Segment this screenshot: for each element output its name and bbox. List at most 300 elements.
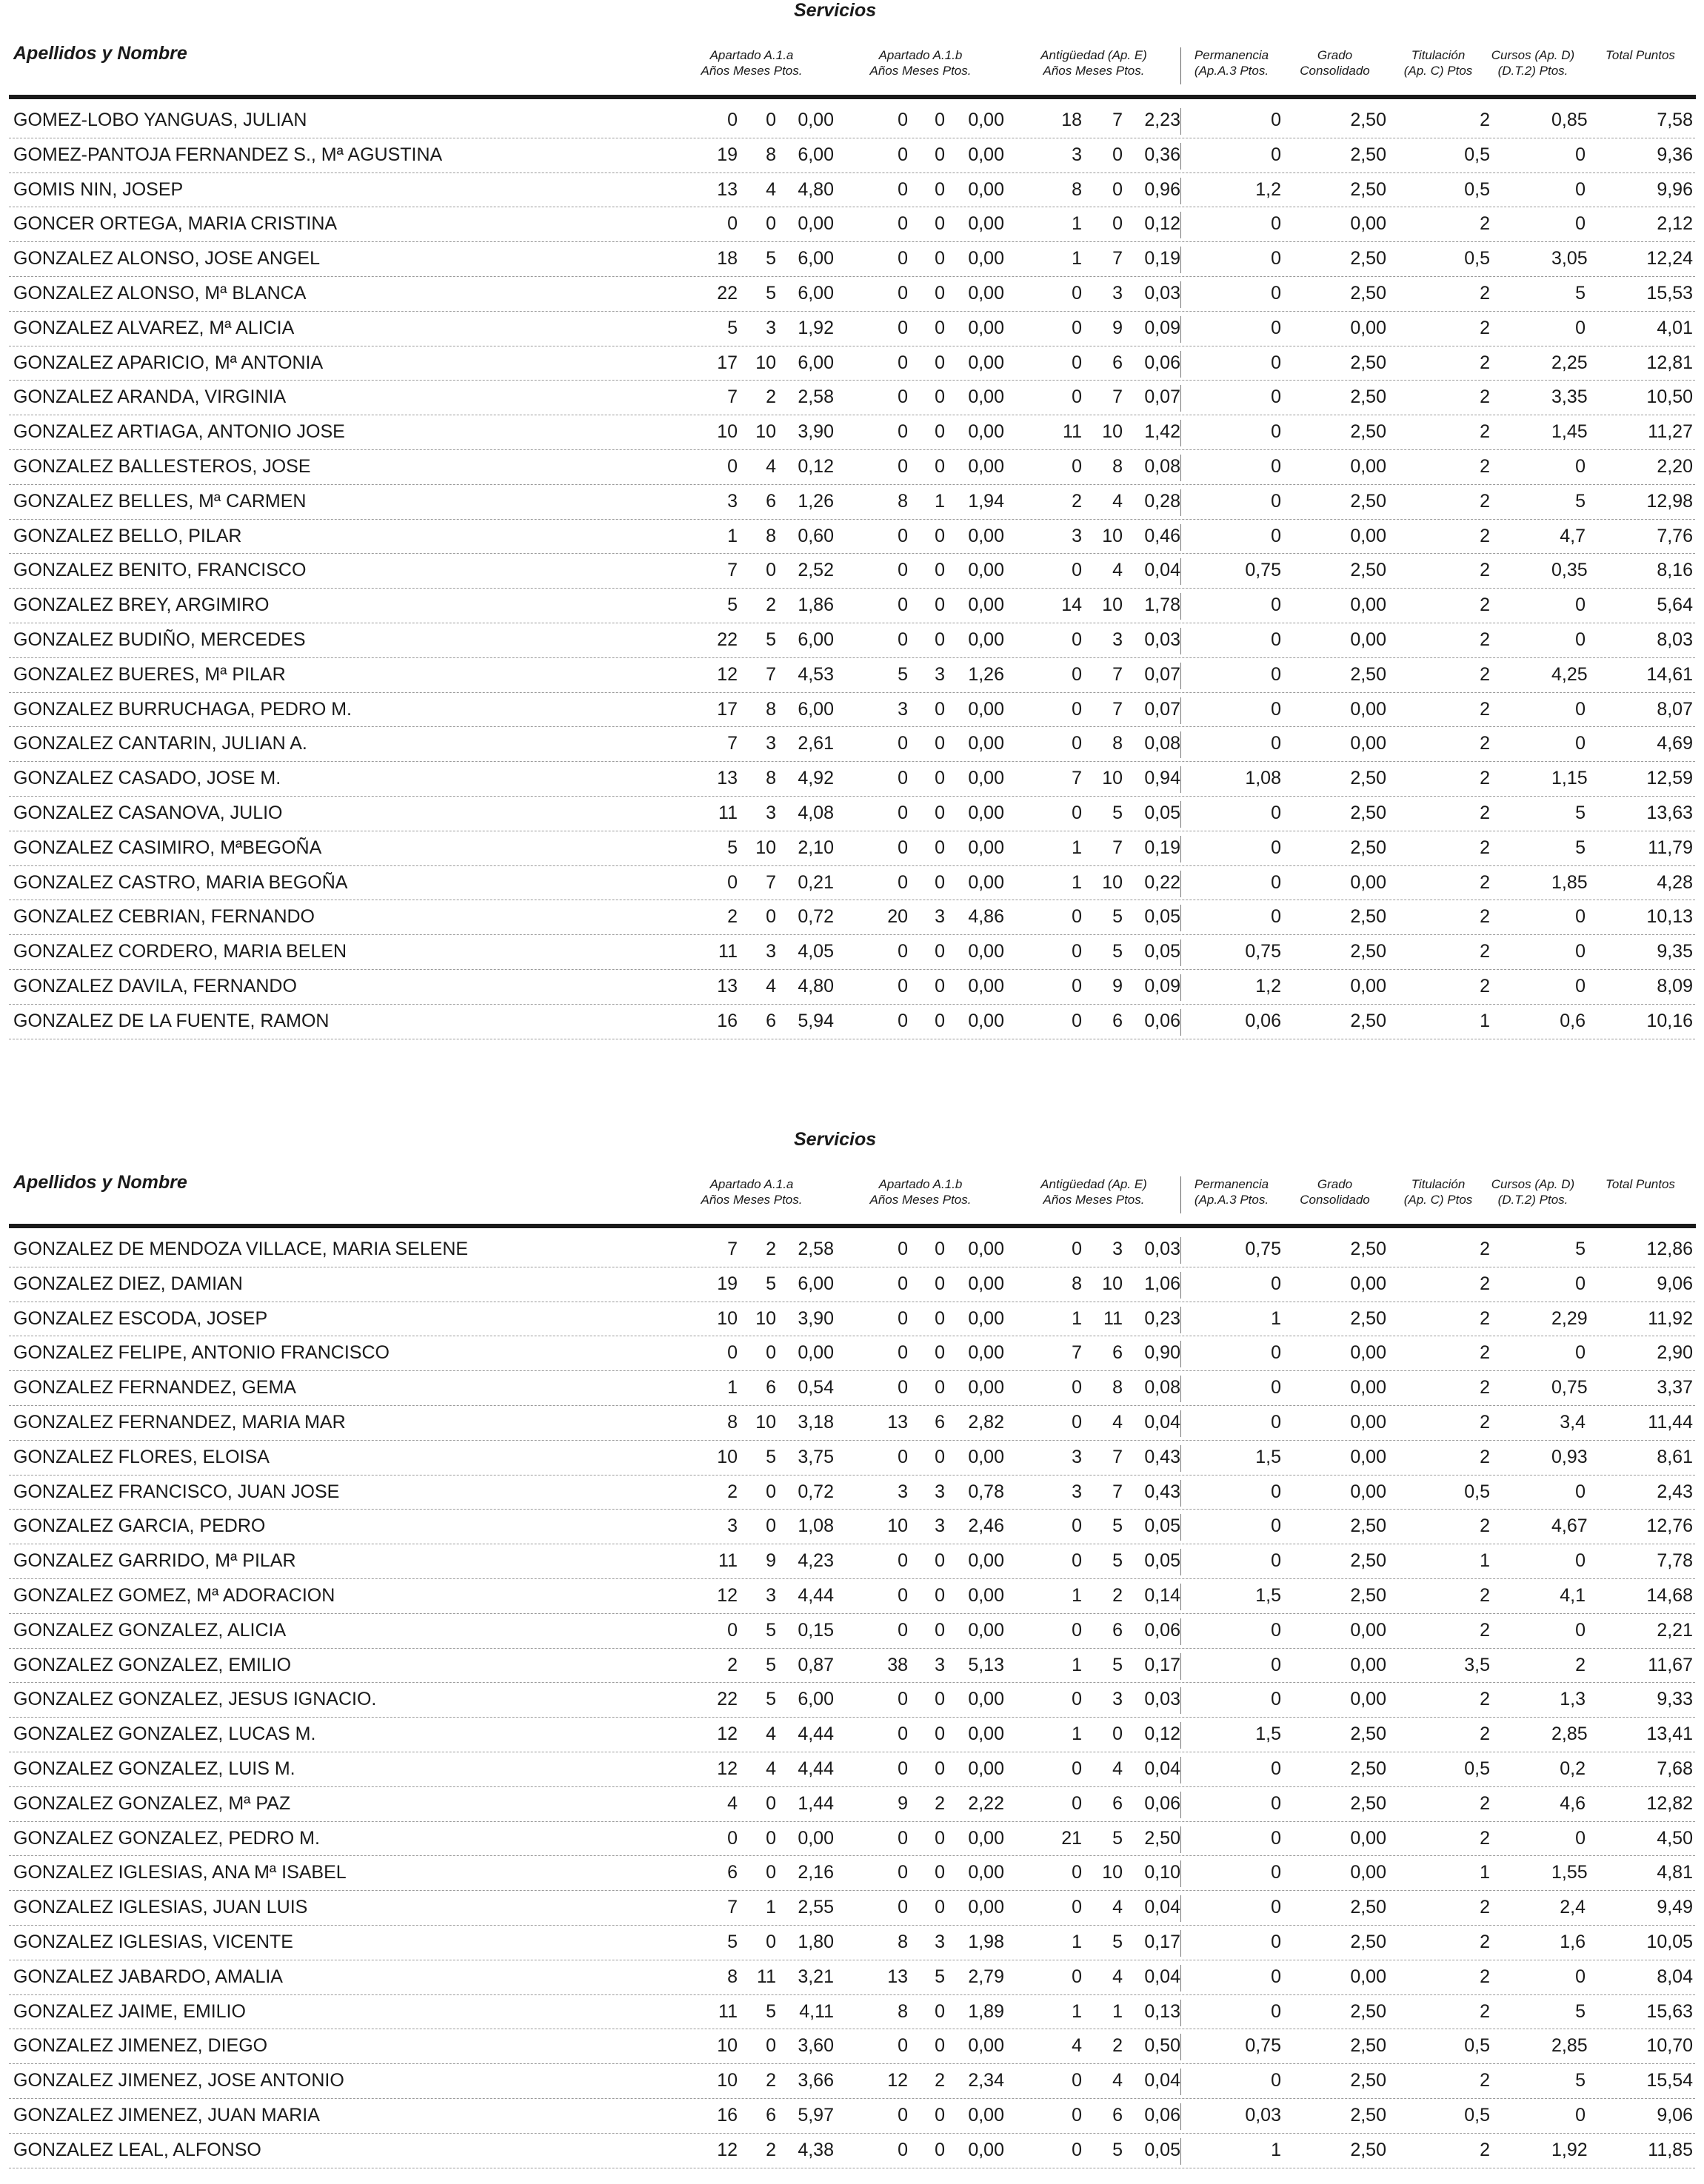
name-cell: GONZALEZ CORDERO, MARIA BELEN [13, 941, 347, 962]
name-cell: GONZALEZ ARTIAGA, ANTONIO JOSE [13, 421, 345, 443]
antiguedad-points-cell: 0,50 [1144, 2035, 1180, 2057]
a1b-months-cell: 0 [935, 1897, 945, 1918]
a1a-months-cell: 2 [766, 594, 776, 616]
a1a-months-cell: 3 [766, 1584, 776, 1606]
total-cell: 10,13 [1646, 906, 1693, 928]
titulacion-cell: 0,5 [1464, 248, 1490, 269]
column-divider [1180, 2034, 1181, 2060]
a1b-points-cell: 1,98 [968, 1931, 1004, 1952]
column-divider [1180, 1480, 1181, 1507]
a1a-months-cell: 2 [766, 1239, 776, 1259]
a1b-points-cell: 0,00 [968, 1584, 1004, 1606]
a1b-months-cell: 0 [935, 629, 945, 650]
cursos-cell: 0 [1575, 455, 1586, 477]
a1b-months-cell: 2 [935, 2070, 945, 2091]
permanencia-cell: 0 [1271, 1792, 1281, 1814]
a1b-points-cell: 0,00 [968, 1307, 1004, 1329]
a1b-years-cell: 0 [898, 733, 908, 754]
column-divider [1180, 1722, 1181, 1749]
grado-cell: 0,00 [1350, 871, 1386, 893]
total-cell: 7,76 [1657, 525, 1693, 546]
antiguedad-points-cell: 0,13 [1144, 2000, 1180, 2022]
a1a-years-cell: 0 [727, 1342, 738, 1364]
a1b-months-cell: 0 [935, 110, 945, 130]
table-row [0, 970, 1704, 1005]
table-row [0, 173, 1704, 208]
antiguedad-points-cell: 0,06 [1144, 1792, 1180, 1814]
cursos-cell: 4,25 [1551, 663, 1588, 685]
a1a-years-cell: 5 [727, 837, 738, 858]
permanencia-cell: 0 [1271, 490, 1281, 512]
column-divider [1180, 558, 1181, 585]
antiguedad-months-cell: 9 [1112, 975, 1123, 996]
a1b-months-cell: 0 [935, 352, 945, 373]
column-divider [1180, 628, 1181, 654]
antiguedad-months-cell: 7 [1112, 248, 1123, 269]
name-cell: GONZALEZ BURRUCHAGA, PEDRO M. [13, 698, 352, 720]
table-row [0, 693, 1704, 728]
antiguedad-years-cell: 1 [1072, 1307, 1082, 1329]
total-cell: 10,05 [1646, 1931, 1693, 1952]
a1b-points-cell: 2,34 [968, 2070, 1004, 2091]
grado-cell: 2,50 [1350, 1010, 1386, 1031]
a1a-months-cell: 2 [766, 2070, 776, 2091]
antiguedad-months-cell: 8 [1112, 1377, 1123, 1399]
a1a-points-cell: 4,80 [798, 975, 834, 996]
antiguedad-years-cell: 1 [1072, 1584, 1082, 1606]
a1b-points-cell: 2,22 [968, 1792, 1004, 1814]
column-divider [1180, 1341, 1181, 1367]
a1b-months-cell: 3 [935, 1931, 945, 1952]
header-total: Total Puntos [1606, 48, 1675, 62]
total-cell: 4,69 [1657, 733, 1693, 754]
a1b-points-cell: 0,00 [968, 110, 1004, 130]
a1a-points-cell: 0,72 [798, 1481, 834, 1502]
a1b-points-cell: 4,86 [968, 906, 1004, 928]
antiguedad-years-cell: 3 [1072, 144, 1082, 165]
a1a-months-cell: 1 [766, 1897, 776, 1918]
a1a-years-cell: 0 [727, 1619, 738, 1641]
a1a-months-cell: 0 [766, 906, 776, 928]
permanencia-cell: 0 [1271, 213, 1281, 235]
antiguedad-points-cell: 0,04 [1144, 1897, 1180, 1918]
table-row [0, 381, 1704, 415]
total-cell: 10,70 [1646, 2035, 1693, 2057]
a1a-years-cell: 0 [727, 213, 738, 235]
antiguedad-points-cell: 0,94 [1144, 768, 1180, 789]
column-divider [1180, 316, 1181, 343]
a1a-months-cell: 4 [766, 975, 776, 996]
titulacion-cell: 2 [1480, 733, 1490, 754]
a1a-years-cell: 12 [717, 1584, 738, 1606]
titulacion-cell: 2 [1480, 1515, 1490, 1537]
antiguedad-years-cell: 21 [1061, 1827, 1082, 1849]
a1b-points-cell: 0,00 [968, 525, 1004, 546]
a1b-months-cell: 0 [935, 560, 945, 581]
antiguedad-years-cell: 0 [1072, 352, 1082, 373]
name-cell: GONZALEZ DE LA FUENTE, RAMON [13, 1010, 330, 1031]
column-divider [1180, 1687, 1181, 1714]
cursos-cell: 0 [1575, 1550, 1586, 1572]
antiguedad-points-cell: 0,22 [1144, 871, 1180, 893]
name-cell: GONZALEZ GONZALEZ, LUIS M. [13, 1758, 295, 1779]
cursos-cell: 1,6 [1560, 1931, 1586, 1952]
cursos-cell: 2,25 [1551, 352, 1588, 373]
a1a-points-cell: 6,00 [798, 1689, 834, 1710]
antiguedad-months-cell: 10 [1102, 1862, 1123, 1883]
a1b-points-cell: 0,00 [968, 248, 1004, 269]
table-row [0, 1510, 1704, 1544]
total-cell: 8,07 [1657, 698, 1693, 720]
a1b-months-cell: 0 [935, 1689, 945, 1710]
table-row [0, 1233, 1704, 1267]
titulacion-cell: 2 [1480, 386, 1490, 408]
a1b-years-cell: 0 [898, 1584, 908, 1606]
a1b-months-cell: 0 [935, 525, 945, 546]
column-divider [1180, 1549, 1181, 1575]
permanencia-cell: 0 [1271, 317, 1281, 338]
antiguedad-months-cell: 11 [1103, 1307, 1123, 1329]
a1a-months-cell: 4 [766, 1724, 776, 1745]
cursos-cell: 2,4 [1560, 1897, 1586, 1918]
antiguedad-points-cell: 0,19 [1144, 837, 1180, 858]
cursos-cell: 0 [1575, 1481, 1586, 1502]
permanencia-cell: 0 [1271, 594, 1281, 616]
a1a-months-cell: 10 [755, 1411, 776, 1433]
a1a-years-cell: 3 [727, 1515, 738, 1537]
total-cell: 12,98 [1646, 490, 1693, 512]
permanencia-cell: 0 [1271, 733, 1281, 754]
cursos-cell: 0,85 [1551, 110, 1588, 130]
cursos-cell: 0 [1575, 317, 1586, 338]
a1b-months-cell: 0 [935, 248, 945, 269]
a1b-years-cell: 0 [898, 594, 908, 616]
permanencia-cell: 0 [1271, 871, 1281, 893]
antiguedad-years-cell: 3 [1072, 525, 1082, 546]
a1a-points-cell: 1,86 [798, 594, 834, 616]
header-divider [1180, 47, 1181, 84]
permanencia-cell: 0 [1271, 1515, 1281, 1537]
a1b-years-cell: 0 [898, 837, 908, 858]
antiguedad-years-cell: 1 [1072, 2000, 1082, 2022]
a1b-years-cell: 3 [898, 1481, 908, 1502]
a1b-months-cell: 0 [935, 1446, 945, 1467]
a1a-years-cell: 13 [717, 178, 738, 200]
cursos-cell: 0,2 [1560, 1758, 1586, 1779]
section-title: Servicios [794, 0, 877, 21]
header-antiguedad: Antigüedad (Ap. E) Años Meses Ptos. [1040, 48, 1147, 78]
cursos-cell: 3,05 [1551, 248, 1588, 269]
name-cell: GONZALEZ GONZALEZ, EMILIO [13, 1654, 292, 1675]
a1b-years-cell: 8 [898, 2000, 908, 2022]
titulacion-cell: 2 [1480, 455, 1490, 477]
name-cell: GONCER ORTEGA, MARIA CRISTINA [13, 213, 338, 235]
a1b-years-cell: 0 [898, 2104, 908, 2126]
permanencia-cell: 0,75 [1245, 1239, 1281, 1259]
total-cell: 7,58 [1657, 110, 1693, 130]
a1b-months-cell: 0 [935, 317, 945, 338]
antiguedad-years-cell: 0 [1072, 1377, 1082, 1399]
a1b-points-cell: 0,00 [968, 317, 1004, 338]
table-row [0, 1752, 1704, 1787]
column-divider [1180, 1757, 1181, 1783]
antiguedad-months-cell: 5 [1112, 906, 1123, 928]
a1a-years-cell: 3 [727, 490, 738, 512]
antiguedad-years-cell: 0 [1072, 455, 1082, 477]
cursos-cell: 0 [1575, 213, 1586, 235]
a1b-years-cell: 38 [887, 1654, 908, 1675]
titulacion-cell: 2 [1480, 560, 1490, 581]
antiguedad-months-cell: 5 [1112, 1827, 1123, 1849]
antiguedad-years-cell: 8 [1072, 1273, 1082, 1294]
permanencia-cell: 1,2 [1255, 975, 1281, 996]
column-divider [1180, 2069, 1181, 2095]
a1a-points-cell: 6,00 [798, 629, 834, 650]
grado-cell: 2,50 [1350, 1724, 1386, 1745]
cursos-cell: 0 [1575, 941, 1586, 962]
a1b-years-cell: 5 [898, 663, 908, 685]
a1b-points-cell: 0,00 [968, 698, 1004, 720]
table-row [0, 727, 1704, 762]
table-body [0, 104, 1704, 1039]
name-cell: GONZALEZ CASTRO, MARIA BEGOÑA [13, 871, 348, 893]
name-cell: GONZALEZ GARCIA, PEDRO [13, 1515, 266, 1537]
total-cell: 11,27 [1648, 421, 1693, 443]
a1b-years-cell: 0 [898, 1307, 908, 1329]
a1b-years-cell: 0 [898, 1724, 908, 1745]
a1a-months-cell: 0 [766, 1862, 776, 1883]
permanencia-cell: 0 [1271, 386, 1281, 408]
a1b-years-cell: 0 [898, 421, 908, 443]
a1b-months-cell: 0 [935, 975, 945, 996]
name-cell: GONZALEZ JABARDO, AMALIA [13, 1966, 283, 1987]
grado-cell: 0,00 [1350, 1273, 1386, 1294]
permanencia-cell: 0 [1271, 2070, 1281, 2091]
a1a-years-cell: 12 [717, 663, 738, 685]
titulacion-cell: 2 [1480, 629, 1490, 650]
a1a-months-cell: 9 [766, 1550, 776, 1572]
antiguedad-years-cell: 1 [1072, 248, 1082, 269]
permanencia-cell: 0 [1271, 1411, 1281, 1433]
a1a-months-cell: 7 [766, 663, 776, 685]
antiguedad-years-cell: 1 [1072, 1724, 1082, 1745]
grado-cell: 2,50 [1350, 2035, 1386, 2057]
table-row [0, 1995, 1704, 2030]
a1a-months-cell: 4 [766, 1758, 776, 1779]
column-divider [1180, 1895, 1181, 1922]
antiguedad-years-cell: 0 [1072, 941, 1082, 962]
a1a-years-cell: 12 [717, 1758, 738, 1779]
a1b-points-cell: 0,00 [968, 421, 1004, 443]
a1a-years-cell: 8 [727, 1411, 738, 1433]
a1a-months-cell: 3 [766, 802, 776, 823]
a1b-points-cell: 0,00 [968, 560, 1004, 581]
a1a-months-cell: 5 [766, 1273, 776, 1294]
a1a-points-cell: 0,12 [798, 455, 834, 477]
name-cell: GONZALEZ FELIPE, ANTONIO FRANCISCO [13, 1342, 390, 1364]
antiguedad-years-cell: 0 [1072, 1239, 1082, 1259]
antiguedad-points-cell: 0,09 [1144, 317, 1180, 338]
antiguedad-years-cell: 4 [1072, 2035, 1082, 2057]
a1b-months-cell: 0 [935, 282, 945, 304]
name-cell: GONZALEZ BELLO, PILAR [13, 525, 242, 546]
a1b-points-cell: 0,00 [968, 2139, 1004, 2160]
antiguedad-years-cell: 0 [1072, 629, 1082, 650]
a1a-points-cell: 3,90 [798, 1307, 834, 1329]
a1b-months-cell: 0 [935, 455, 945, 477]
antiguedad-points-cell: 0,05 [1144, 906, 1180, 928]
antiguedad-months-cell: 4 [1112, 1966, 1123, 1987]
antiguedad-points-cell: 0,17 [1144, 1654, 1180, 1675]
total-cell: 13,63 [1646, 802, 1693, 823]
table-row [0, 1891, 1704, 1926]
name-cell: GONZALEZ CASANOVA, JULIO [13, 802, 283, 823]
a1a-years-cell: 7 [727, 386, 738, 408]
column-divider [1180, 731, 1181, 758]
antiguedad-points-cell: 0,90 [1144, 1342, 1180, 1364]
a1b-points-cell: 0,00 [968, 975, 1004, 996]
titulacion-cell: 0,5 [1464, 2035, 1490, 2057]
titulacion-cell: 2 [1480, 1446, 1490, 1467]
total-cell: 9,36 [1657, 144, 1693, 165]
table-row [0, 1475, 1704, 1510]
table-row [0, 1406, 1704, 1441]
antiguedad-years-cell: 0 [1072, 1792, 1082, 1814]
antiguedad-months-cell: 4 [1112, 560, 1123, 581]
column-divider [1180, 697, 1181, 724]
column-divider [1180, 801, 1181, 828]
a1b-points-cell: 0,00 [968, 1239, 1004, 1259]
cursos-cell: 1,3 [1560, 1689, 1586, 1710]
table-row [0, 1336, 1704, 1371]
total-cell: 12,59 [1646, 768, 1693, 789]
column-divider [1180, 1860, 1181, 1887]
antiguedad-years-cell: 0 [1072, 2139, 1082, 2160]
antiguedad-years-cell: 0 [1072, 906, 1082, 928]
a1b-points-cell: 0,00 [968, 802, 1004, 823]
name-cell: GONZALEZ LEAL, ALFONSO [13, 2139, 261, 2160]
cursos-cell: 5 [1575, 490, 1586, 512]
titulacion-cell: 2 [1480, 802, 1490, 823]
a1a-points-cell: 6,00 [798, 1273, 834, 1294]
column-divider [1180, 1514, 1181, 1541]
titulacion-cell: 1 [1480, 1862, 1490, 1883]
antiguedad-months-cell: 4 [1112, 1758, 1123, 1779]
name-cell: GONZALEZ GARRIDO, Mª PILAR [13, 1550, 296, 1572]
table-row [0, 1683, 1704, 1718]
antiguedad-months-cell: 7 [1112, 698, 1123, 720]
a1a-years-cell: 5 [727, 594, 738, 616]
name-cell: GONZALEZ BREY, ARGIMIRO [13, 594, 270, 616]
antiguedad-years-cell: 18 [1061, 110, 1082, 130]
antiguedad-years-cell: 0 [1072, 663, 1082, 685]
a1a-points-cell: 1,80 [798, 1931, 834, 1952]
a1a-months-cell: 0 [766, 110, 776, 130]
titulacion-cell: 0,5 [1464, 2104, 1490, 2126]
header-titulacion: Titulación (Ap. C) Ptos [1403, 48, 1473, 78]
antiguedad-points-cell: 0,14 [1144, 1584, 1180, 1606]
a1b-years-cell: 0 [898, 1446, 908, 1467]
total-cell: 4,01 [1657, 317, 1693, 338]
cursos-cell: 1,85 [1551, 871, 1588, 893]
a1a-points-cell: 3,75 [798, 1446, 834, 1467]
antiguedad-months-cell: 7 [1112, 1481, 1123, 1502]
a1a-months-cell: 5 [766, 1446, 776, 1467]
a1b-months-cell: 3 [935, 663, 945, 685]
table-row [0, 589, 1704, 623]
permanencia-cell: 0 [1271, 1481, 1281, 1502]
cursos-cell: 0 [1575, 1342, 1586, 1364]
a1b-months-cell: 3 [935, 1515, 945, 1537]
cursos-cell: 1,45 [1551, 421, 1588, 443]
column-divider [1180, 1445, 1181, 1472]
antiguedad-months-cell: 0 [1112, 213, 1123, 235]
cursos-cell: 5 [1575, 837, 1586, 858]
a1b-years-cell: 0 [898, 455, 908, 477]
a1a-months-cell: 2 [766, 386, 776, 408]
column-divider [1180, 1009, 1181, 1036]
cursos-cell: 2,85 [1551, 1724, 1588, 1745]
permanencia-cell: 0 [1271, 1273, 1281, 1294]
antiguedad-points-cell: 0,12 [1144, 213, 1180, 235]
a1a-points-cell: 6,00 [798, 282, 834, 304]
antiguedad-months-cell: 0 [1112, 178, 1123, 200]
permanencia-cell: 0 [1271, 802, 1281, 823]
permanencia-cell: 0 [1271, 1654, 1281, 1675]
a1b-years-cell: 0 [898, 386, 908, 408]
titulacion-cell: 0,5 [1464, 1481, 1490, 1502]
total-cell: 15,53 [1646, 282, 1693, 304]
column-divider [1180, 1826, 1181, 1853]
permanencia-cell: 1,5 [1255, 1584, 1281, 1606]
column-divider [1180, 143, 1181, 170]
header-a1a: Apartado A.1.a Años Meses Ptos. [701, 48, 803, 78]
a1a-months-cell: 2 [766, 2139, 776, 2160]
a1a-months-cell: 0 [766, 1792, 776, 1814]
header-grado: Grado Consolidado [1300, 1177, 1370, 1207]
permanencia-cell: 0 [1271, 144, 1281, 165]
a1b-points-cell: 0,00 [968, 2104, 1004, 2126]
antiguedad-points-cell: 0,06 [1144, 2104, 1180, 2126]
a1b-years-cell: 8 [898, 1931, 908, 1952]
antiguedad-years-cell: 0 [1072, 1966, 1082, 1987]
column-divider [1180, 455, 1181, 481]
name-cell: GONZALEZ GONZALEZ, ALICIA [13, 1619, 287, 1641]
antiguedad-years-cell: 1 [1072, 837, 1082, 858]
a1b-points-cell: 0,00 [968, 1377, 1004, 1399]
antiguedad-points-cell: 0,03 [1144, 1239, 1180, 1259]
titulacion-cell: 0,5 [1464, 144, 1490, 165]
grado-cell: 2,50 [1350, 1307, 1386, 1329]
antiguedad-months-cell: 2 [1112, 2035, 1123, 2057]
permanencia-cell: 0 [1271, 455, 1281, 477]
header-titulacion: Titulación (Ap. C) Ptos [1403, 1177, 1473, 1207]
antiguedad-months-cell: 6 [1112, 2104, 1123, 2126]
titulacion-cell: 2 [1480, 2000, 1490, 2022]
header-divider [1180, 1176, 1181, 1213]
grado-cell: 2,50 [1350, 1550, 1386, 1572]
a1b-points-cell: 0,00 [968, 629, 1004, 650]
grado-cell: 0,00 [1350, 1411, 1386, 1433]
a1b-points-cell: 0,00 [968, 282, 1004, 304]
grado-cell: 2,50 [1350, 560, 1386, 581]
grado-cell: 2,50 [1350, 802, 1386, 823]
a1b-months-cell: 0 [935, 1377, 945, 1399]
a1a-months-cell: 6 [766, 1377, 776, 1399]
antiguedad-years-cell: 2 [1072, 490, 1082, 512]
a1b-months-cell: 0 [935, 698, 945, 720]
permanencia-cell: 0 [1271, 352, 1281, 373]
